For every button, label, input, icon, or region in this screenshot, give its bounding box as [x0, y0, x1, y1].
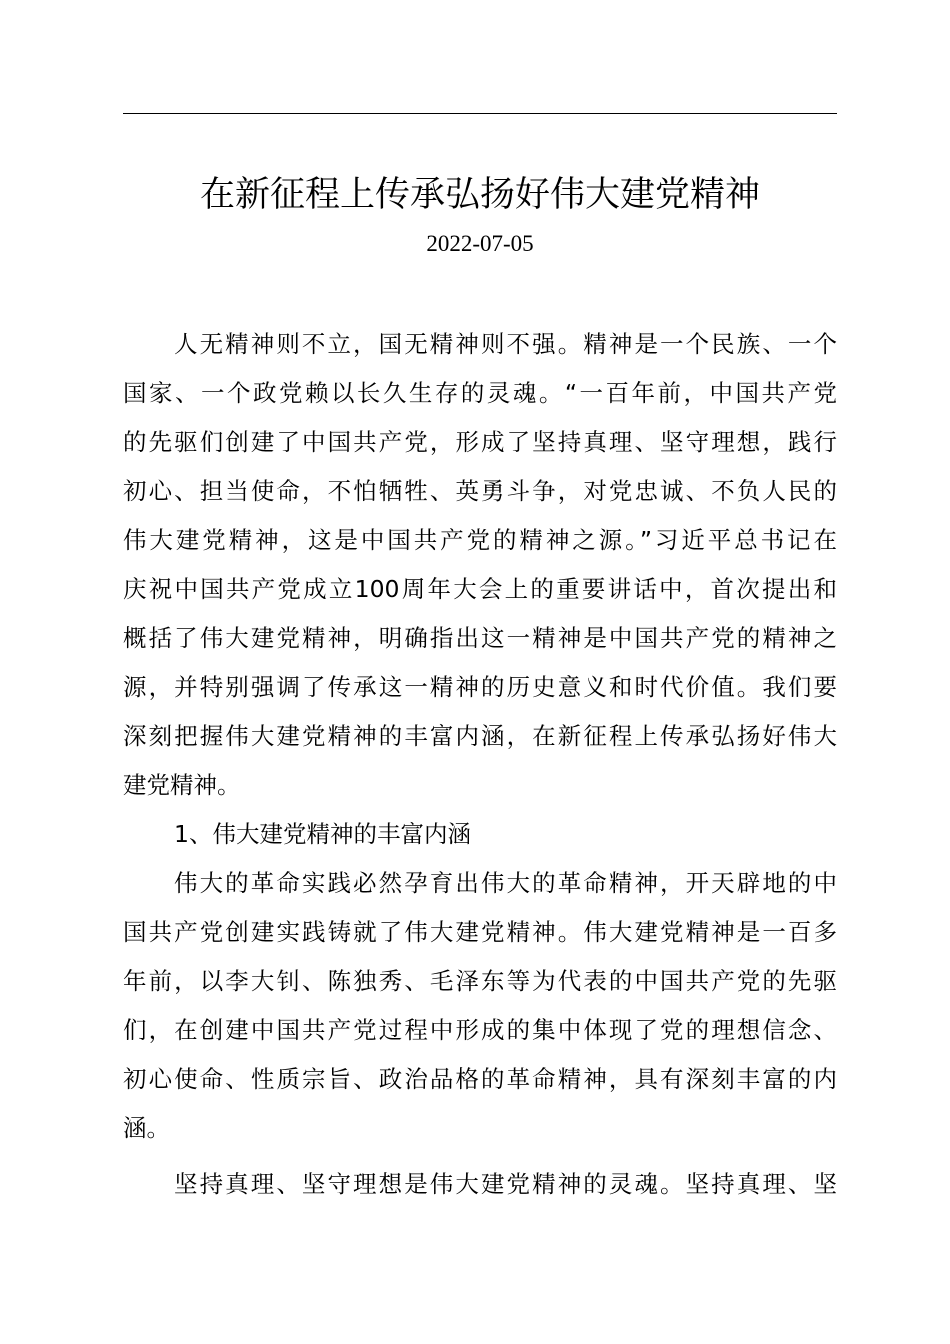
page-title: 在新征程上传承弘扬好伟大建党精神 [199, 175, 760, 215]
text-line: 伟大建党精神，这是中国共产党的精神之源。”习近平总书记在 [123, 526, 837, 554]
paragraph [123, 1160, 837, 1209]
text-line: 深刻把握伟大建党精神的丰富内涵，在新征程上传承弘扬好伟大 [123, 722, 837, 750]
paragraph-gap [123, 1153, 837, 1160]
text-line: 年前，以李大钊、陈独秀、毛泽东等为代表的中国共产党的先驱 [123, 967, 837, 995]
text-line: 初心使命、性质宗旨、政治品格的革命精神，具有深刻丰富的内 [123, 1065, 837, 1093]
paragraph [123, 859, 837, 1153]
text-line: 国共产党创建实践铸就了伟大建党精神。伟大建党精神是一百多 [123, 918, 837, 946]
text-line: 庆祝中国共产党成立100周年大会上的重要讲话中，首次提出和 [123, 575, 837, 603]
text-line: 国家、一个政党赖以长久生存的灵魂。“一百年前，中国共产党 [123, 379, 837, 407]
section-heading: 1、伟大建党精神的丰富内涵 [174, 820, 471, 848]
header-rule [123, 113, 837, 114]
text-line: 的先驱们创建了中国共产党，形成了坚持真理、坚守理想，践行 [123, 428, 837, 456]
text-line: 伟大的革命实践必然孕育出伟大的革命精神，开天辟地的中 [174, 869, 837, 897]
text-line: 初心、担当使命，不怕牺牲、英勇斗争，对党忠诚、不负人民的 [123, 477, 837, 505]
publish-date: 2022-07-05 [426, 231, 534, 256]
paragraph [123, 320, 837, 810]
text-line: 们，在创建中国共产党过程中形成的集中体现了党的理想信念、 [123, 1016, 837, 1044]
text-line: 坚持真理、坚守理想是伟大建党精神的灵魂。坚持真理、坚 [174, 1170, 837, 1198]
text-line: 源，并特别强调了传承这一精神的历史意义和时代价值。我们要 [123, 673, 837, 701]
text-line: 涵。 [123, 1114, 170, 1142]
article-body [123, 320, 837, 1209]
text-line: 人无精神则不立，国无精神则不强。精神是一个民族、一个 [174, 330, 837, 358]
text-line: 建党精神。 [123, 771, 241, 799]
text-line: 概括了伟大建党精神，明确指出这一精神是中国共产党的精神之 [123, 624, 837, 652]
